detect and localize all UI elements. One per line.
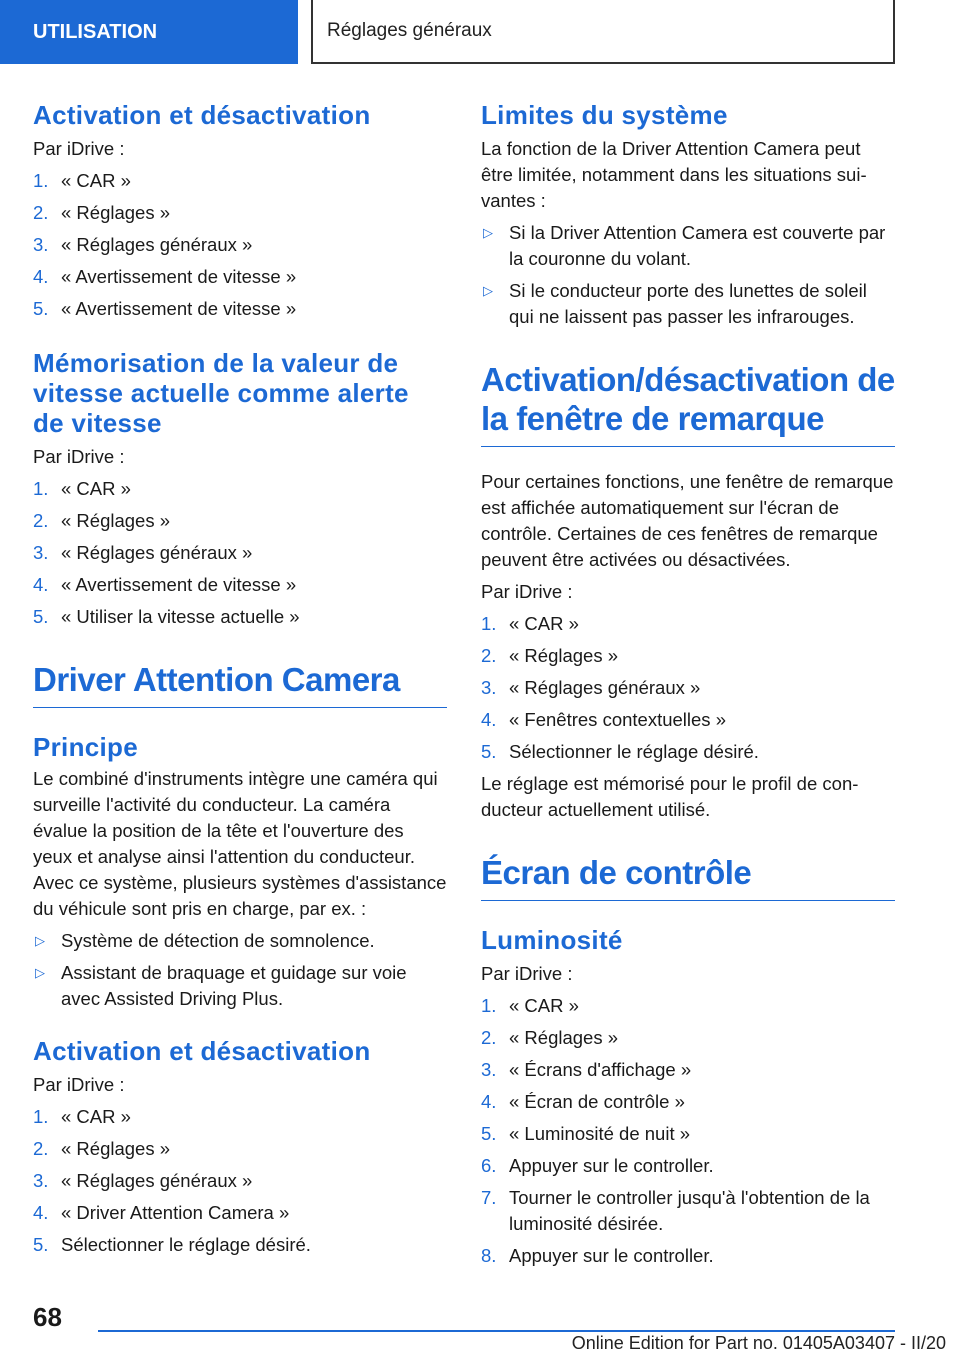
- intro-text: Par iDrive :: [33, 138, 125, 159]
- list-item: 3. « Réglages généraux »: [33, 1170, 253, 1191]
- intro-text: Par iDrive :: [33, 446, 125, 467]
- list-item: 5. « Utiliser la vitesse actuelle »: [33, 606, 300, 627]
- list-item: 4. « Driver Attention Camera »: [33, 1202, 290, 1223]
- steps-list: [33, 1104, 447, 1258]
- body-text: Pour certaines fonctions, une fenêtre de remarque est affichée automatiquement sur l'écran de contrôle. Certaines de ces fenêtres de remarque peuvent être activées ou désactivées.: [481, 471, 894, 570]
- triangle-bullet-icon: ▷: [35, 965, 45, 980]
- section-title: Luminosité: [481, 925, 623, 955]
- list-item: ▷ Si la Driver Attention Camera est couverte par la couronne du volant.: [483, 222, 886, 269]
- list-item: ▷ Système de détection de somnolence.: [33, 928, 447, 954]
- page-number: 68: [33, 1302, 62, 1332]
- section-title: Activation et désactivation: [33, 100, 371, 130]
- triangle-bullet-icon: ▷: [35, 933, 45, 948]
- intro-text: Par iDrive :: [481, 963, 573, 984]
- list-item: 5. Sélectionner le réglage désiré.: [481, 741, 759, 762]
- list-item: 1. « CAR »: [481, 995, 579, 1016]
- bullet-list: [33, 928, 447, 1012]
- chapter-heading: Écran de contrôle: [481, 853, 895, 901]
- body-text: La fonction de la Driver Attention Camera peut être limitée, notamment dans les situations suivantes :: [481, 138, 867, 211]
- bullet-list: [481, 220, 895, 330]
- list-item: 8. Appuyer sur le controller.: [481, 1245, 714, 1266]
- list-item: 2. « Réglages »: [481, 1027, 619, 1048]
- body-text: Le combiné d'instruments intègre une caméra qui surveille l'activité du conducteur. La caméra évalue la position de la tête et l'ouverture des yeux et analyse ainsi l'attention du conducteur. Avec ce système, plusieurs systèmes d'assistance du véhicule sont pris en charge, par ex. :: [33, 768, 447, 919]
- list-item: 4. « Écran de contrôle »: [481, 1091, 685, 1112]
- intro-text: Par iDrive :: [481, 581, 573, 602]
- list-item: 3. « Écrans d'affichage »: [481, 1059, 692, 1080]
- list-item: 4. « Fenêtres contextuelles »: [481, 709, 726, 730]
- list-item: 7. Tourner le controller jusqu'à l'obtention de la luminosité désirée.: [481, 1187, 870, 1234]
- list-item: 2. « Réglages »: [481, 645, 619, 666]
- footer-divider: [98, 1330, 895, 1332]
- list-item: ▷ Assistant de braquage et guidage sur voie avec Assisted Driving Plus.: [35, 962, 407, 1009]
- header-section: UTILISATION: [0, 0, 298, 64]
- section-title: Limites du système: [481, 100, 728, 130]
- list-item: 4. « Avertissement de vitesse »: [33, 266, 297, 287]
- left-column: [33, 100, 447, 1258]
- header-chapter: Réglages généraux: [311, 0, 895, 64]
- footer-text: Online Edition for Part no. 01405A03407 - II/20: [571, 1333, 946, 1353]
- list-item: 3. « Réglages généraux »: [33, 542, 253, 563]
- list-item: 2. « Réglages »: [33, 202, 171, 223]
- list-item: 2. « Réglages »: [33, 510, 171, 531]
- list-item: 3. « Réglages généraux »: [481, 677, 701, 698]
- section-title: Mémorisation de la valeur de vitesse actuelle comme alerte de vitesse: [33, 348, 409, 438]
- section-title: Activation et désactivation: [33, 1036, 371, 1066]
- triangle-bullet-icon: ▷: [483, 283, 493, 298]
- chapter-heading: Driver Attention Camera: [33, 660, 447, 708]
- list-item: 1. « CAR »: [33, 170, 131, 191]
- triangle-bullet-icon: ▷: [483, 225, 493, 240]
- steps-list: [33, 476, 447, 630]
- list-item: ▷ Si le conducteur porte des lunettes de soleil qui ne laissent pas passer les infrarouges.: [483, 280, 867, 327]
- chapter-heading: Activation/désactivation de la fenêtre de remarque: [481, 360, 895, 447]
- list-item: 2. « Réglages »: [33, 1138, 171, 1159]
- right-column: [481, 100, 895, 1269]
- list-item: 6. Appuyer sur le controller.: [481, 1155, 714, 1176]
- section-title: Principe: [33, 732, 138, 762]
- list-item: 4. « Avertissement de vitesse »: [33, 574, 297, 595]
- list-item: 5. « Avertissement de vitesse »: [33, 298, 297, 319]
- list-item: 5. Sélectionner le réglage désiré.: [33, 1234, 311, 1255]
- steps-list: [481, 611, 895, 765]
- list-item: 1. « CAR »: [33, 478, 131, 499]
- list-item: 1. « CAR »: [481, 613, 579, 634]
- body-text: Le réglage est mémorisé pour le profil de conducteur actuellement utilisé.: [481, 773, 859, 820]
- list-item: 1. « CAR »: [33, 1106, 131, 1127]
- list-item: 3. « Réglages généraux »: [33, 234, 253, 255]
- list-item: 5. « Luminosité de nuit »: [481, 1123, 691, 1144]
- steps-list: [33, 168, 447, 322]
- steps-list: [481, 993, 895, 1269]
- intro-text: Par iDrive :: [33, 1074, 125, 1095]
